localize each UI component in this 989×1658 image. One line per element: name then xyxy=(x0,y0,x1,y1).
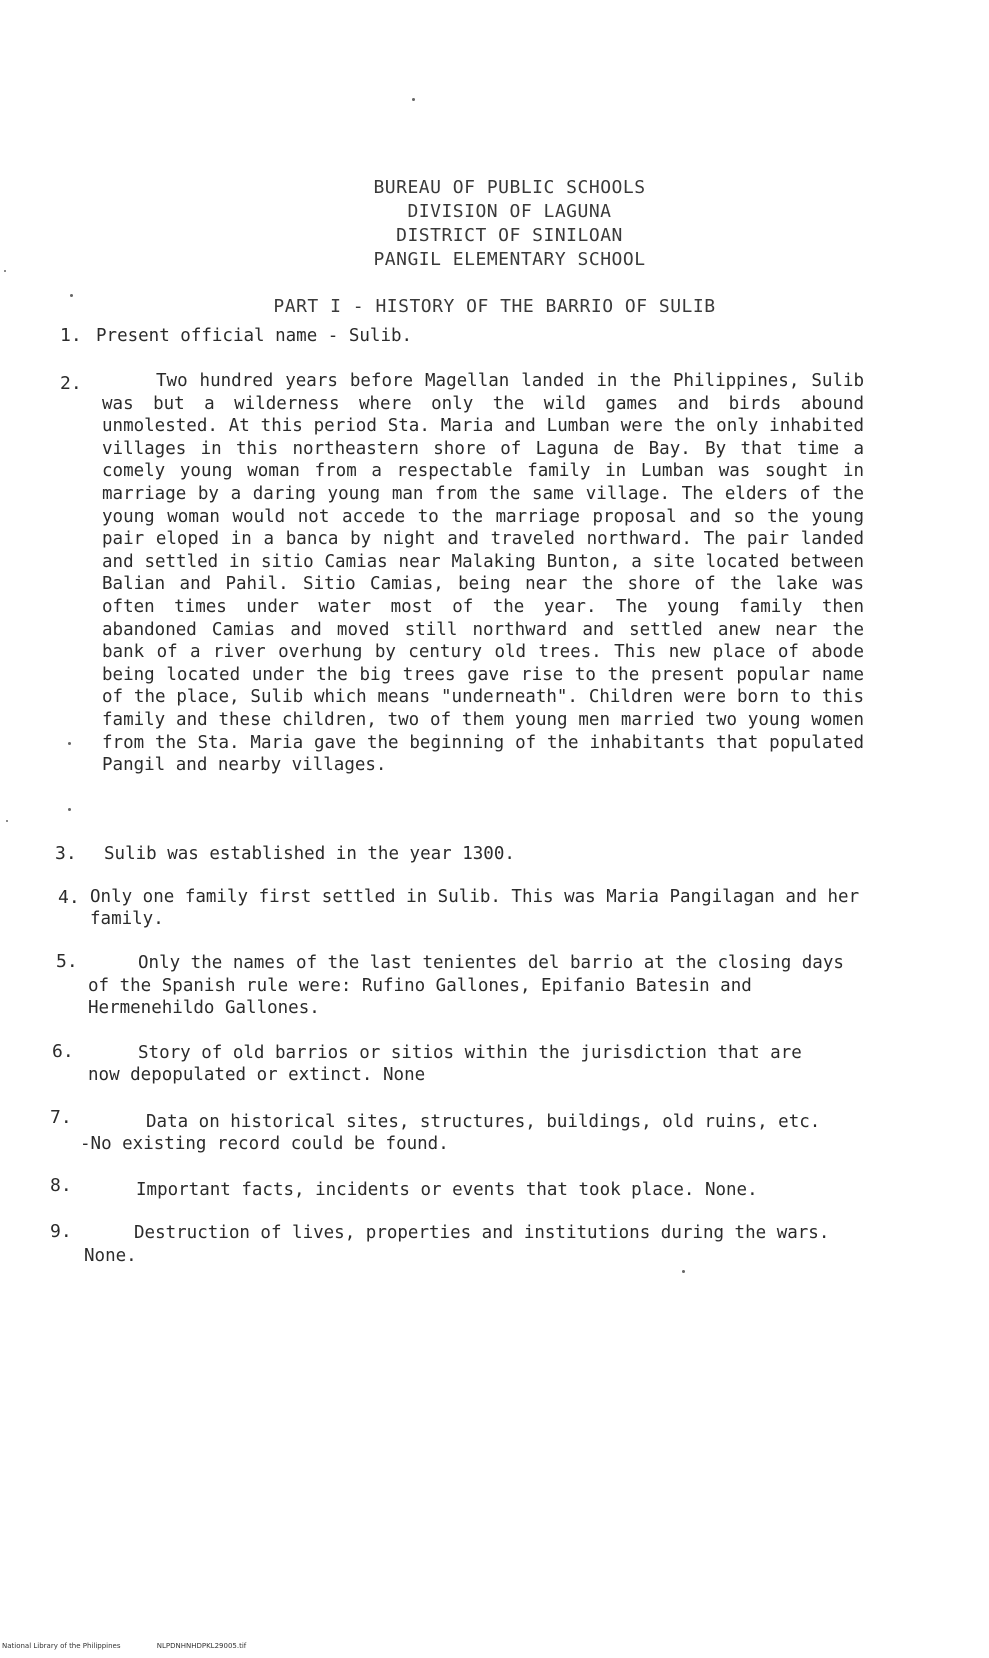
footer-filename: NLPDNHNHDPKL29005.tif xyxy=(156,1642,247,1650)
part-title: PART I - HISTORY OF THE BARRIO OF SULIB xyxy=(273,296,716,317)
item-number: 7. xyxy=(50,1107,72,1128)
footer-source: National Library of the Philippines xyxy=(2,1642,121,1650)
scan-speck xyxy=(6,820,8,822)
scan-speck xyxy=(70,294,73,297)
item-text: Data on historical sites, structures, buildings, old ruins, etc. -No existing record could be found. xyxy=(80,1112,821,1154)
item-text: Sulib was established in the year 1300. xyxy=(104,844,515,864)
item-text: Only the names of the last tenientes del barrio at the closing days of the Spanish rule were: Rufino Gallones, Epifanio Batesin and Hermenehildo Gallones. xyxy=(88,953,844,1018)
item-number: 2. xyxy=(60,373,82,394)
header-district: DISTRICT OF SINILOAN xyxy=(396,225,623,246)
item-number: 9. xyxy=(50,1221,72,1242)
item-text: Important facts, incidents or events that took place. None. xyxy=(136,1180,758,1200)
item-text: Only one family first settled in Sulib. This was Maria Pangilagan and her family. xyxy=(90,887,860,929)
item-text: Present official name - Sulib. xyxy=(96,326,413,346)
item-text: Destruction of lives, properties and institutions during the wars. None. xyxy=(84,1223,830,1266)
item-number: 8. xyxy=(50,1175,72,1196)
scan-speck xyxy=(68,808,71,811)
scan-footer xyxy=(2,1642,280,1650)
item-number: 6. xyxy=(52,1041,74,1062)
header-bureau: BUREAU OF PUBLIC SCHOOLS xyxy=(373,177,646,198)
header-division: DIVISION OF LAGUNA xyxy=(407,201,612,222)
letterhead xyxy=(0,176,989,272)
scan-speck xyxy=(412,98,415,101)
item-text: Two hundred years before Magellan landed in the Philippines, Sulib was but a wilderness where only the wild games and birds abound unmolested. At this period Sta. Maria and Lumban were the only inhabited villages in this northeastern shore of Laguna de Bay. By that time a comely young woman from a respectable family in Lumban was sought in marriage by a daring young man from the same village. The elders of the young woman would not accede to the marriage proposal and so the young pair eloped in a banca by night and traveled northward. The pair landed and settled in sitio Camias near Malaking Bunton, a site located between Balian and Pahil. Sitio Camias, being near the shore of the lake was often times under water most of the year. The young family then abandoned Camias and moved still northward and settled anew near the bank of a river overhung by century old trees. This new place of abode being located under the big trees gave rise to the present popular name of the place, Sulib which means "underneath". Children were born to this family and these children, two of them young men married two young women from the Sta. Maria gave the beginning of the inhabitants that populated Pangil and nearby villages. xyxy=(102,371,864,776)
scan-speck xyxy=(682,1270,685,1273)
scan-speck xyxy=(4,270,6,272)
item-text: Story of old barrios or sitios within the jurisdiction that are now depopulated or extinct. None xyxy=(88,1043,802,1085)
item-number: 4. xyxy=(58,887,80,908)
item-number: 3. xyxy=(55,843,77,864)
scan-speck xyxy=(68,742,71,745)
item-number: 5. xyxy=(56,951,78,972)
header-school: PANGIL ELEMENTARY SCHOOL xyxy=(373,249,646,270)
item-number: 1. xyxy=(60,325,82,346)
